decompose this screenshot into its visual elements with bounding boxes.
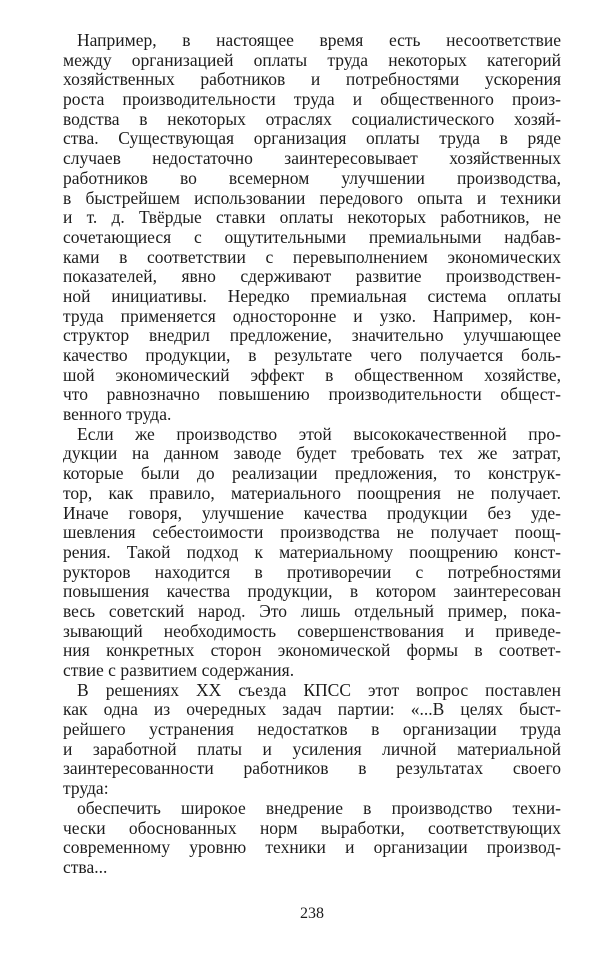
text-line: водства в некоторых отраслях социалистического хозяй- xyxy=(63,109,561,129)
text-line: и т. д. Твёрдые ставки оплаты некоторых работников, не xyxy=(63,208,561,228)
text-line: ствие с развитием содержания. xyxy=(63,661,295,680)
paragraph-4 xyxy=(63,799,561,878)
text-line: тор, как правило, материального поощрения не получает. xyxy=(63,483,561,503)
text-line: показателей, явно сдерживают развитие производствен- xyxy=(63,267,561,287)
text-line: ства... xyxy=(63,857,108,877)
text-line: повышения качества продукции, в котором заинтересован xyxy=(63,582,561,602)
text-line: заинтересованности работников в результатах своего xyxy=(63,759,561,779)
text-line: которые были до реализации предложения, то конструк- xyxy=(63,464,561,484)
text-line: сочетающиеся с ощутительными премиальными надбав- xyxy=(63,227,561,247)
text-line: хозяйственных работников и потребностями ускорения xyxy=(63,70,561,90)
text-line: весь советский народ. Это лишь отдельный пример, пока- xyxy=(63,601,561,621)
text-line: роста производительности труда и общественного произ- xyxy=(63,90,561,110)
text-line: рейшего устранения недостатков в организации труда xyxy=(63,720,561,740)
text-line: в быстрейшем использовании передового опыта и техники xyxy=(63,188,561,208)
text-line: и заработной платы и усиления личной материальной xyxy=(63,739,561,759)
text-line: чески обоснованных норм выработки, соответствующих xyxy=(63,818,561,838)
text-line: структор внедрил предложение, значительно улучшающее xyxy=(63,326,561,346)
text-line: работников во всемерном улучшении производства, xyxy=(63,168,561,188)
text-line: как одна из очередных задач партии: «...В целях быст- xyxy=(63,700,561,720)
text-line: качество продукции, в результате чего получается боль- xyxy=(63,346,561,365)
text-line: ной инициативы. Нередко премиальная система оплаты xyxy=(63,286,561,306)
text-line: ства. Существующая организация оплаты труда в ряде xyxy=(63,129,561,149)
page-number: 238 xyxy=(300,905,324,922)
paragraph-2 xyxy=(63,425,561,681)
text-line: В решениях XX съезда КПСС этот вопрос поставлен xyxy=(77,680,561,700)
text-line: шой экономический эффект в общественном хозяйстве, xyxy=(63,365,561,385)
text-line: случаев недостаточно заинтересовывает хозяйственных xyxy=(63,149,561,169)
text-line: труда применяется односторонне и узко. Например, кон- xyxy=(63,306,561,326)
text-line: труда: xyxy=(63,779,109,799)
text-line: рения. Такой подход к материальному поощрению конст- xyxy=(63,542,561,562)
book-page xyxy=(63,31,561,931)
text-line: венного труда. xyxy=(63,405,172,425)
text-line: обеспечить широкое внедрение в производство техни- xyxy=(77,798,561,818)
text-line: зывающий необходимость совершенствования и приведе- xyxy=(63,621,561,641)
text-line: Например, в настоящее время есть несоответствие xyxy=(77,31,561,50)
text-line: Если же производство этой высококачественной про- xyxy=(77,424,561,444)
text-line: ками в соответствии с перевыполнением экономических xyxy=(63,247,561,267)
paragraph-3 xyxy=(63,681,561,799)
text-line: современному уровню техники и организации производ- xyxy=(63,838,561,858)
text-line: Иначе говоря, улучшение качества продукции без уде- xyxy=(63,503,561,523)
text-line: шевления себестоимости производства не получает поощ- xyxy=(63,523,561,543)
paragraph-1 xyxy=(63,31,561,425)
text-line: ния конкретных сторон экономической формы в соответ- xyxy=(63,641,561,661)
text-line: между организацией оплаты труда некоторых категорий xyxy=(63,50,561,70)
text-line: дукции на данном заводе будет требовать тех же затрат, xyxy=(63,444,561,464)
text-line: рукторов находится в противоречии с потребностями xyxy=(63,562,561,582)
text-line: что равнозначно повышению производительности общест- xyxy=(63,385,561,405)
